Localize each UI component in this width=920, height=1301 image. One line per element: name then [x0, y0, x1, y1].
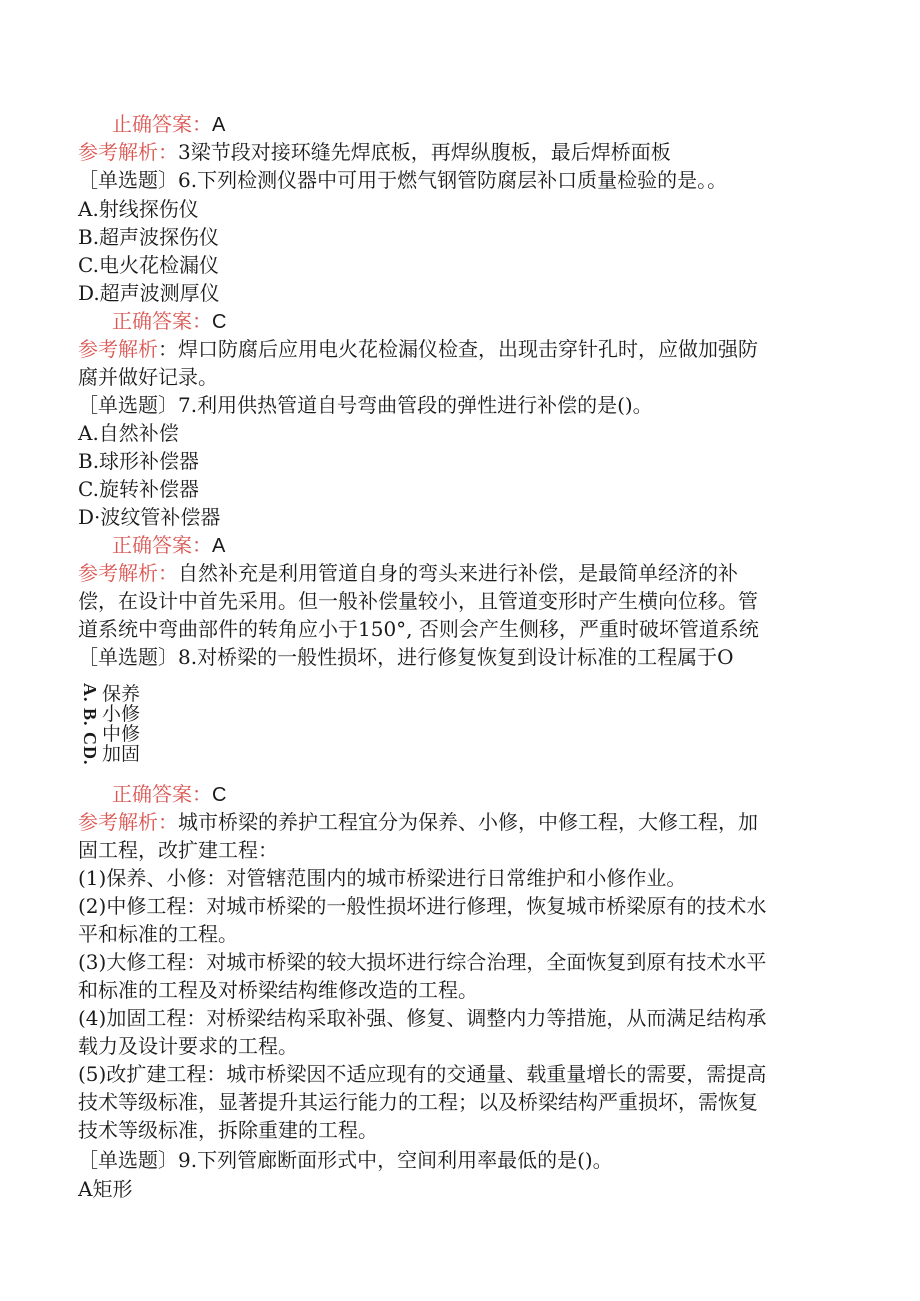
q8-analysis-line-1 — [78, 808, 758, 836]
q7-analysis-line-3: 道系统中弯曲部件的转角应小于150°, 否则会产生侧移，严重时破坏管道系统 — [78, 617, 759, 641]
analysis-text: 城市桥梁的养护工程宜分为保养、小修，中修工程，大修工程，加 — [178, 810, 758, 834]
q8-analysis-line-4: (2)中修工程：对城市桥梁的一般性损坏进行修理，恢复城市桥梁原有的技术水 — [78, 894, 767, 918]
q8-option-b: 小修 — [102, 703, 141, 725]
q6-option-d: D.超声波测厚仪 — [78, 281, 220, 305]
q7-option-a: A.自然补偿 — [78, 421, 179, 445]
q8-analysis-line-12: 技术等级标准，拆除重建的工程。 — [78, 1118, 378, 1142]
q8-analysis-line-11: 技术等级标准，显著提升其运行能力的工程；以及桥梁结构严重损坏，需恢复 — [78, 1090, 758, 1114]
q8-option-letters — [78, 681, 102, 766]
analysis-label: 参考解析： — [78, 140, 178, 164]
answer-label: 正确答案： — [112, 782, 212, 806]
q8-stem: ［单选题〕8.对桥梁的一般性损坏，进行修复恢复到设计标准的工程属于O — [78, 645, 734, 669]
q5-answer — [112, 110, 225, 139]
answer-label: 止确答案： — [112, 112, 212, 136]
q8-analysis-line-2: 固工程，改扩建工程： — [78, 838, 278, 862]
q7-option-b: B.球形补偿器 — [78, 449, 200, 473]
q7-option-d: D·波纹管补偿器 — [78, 505, 221, 529]
q8-analysis-line-7: 和标准的工程及对桥梁结构维修改造的工程。 — [78, 978, 478, 1002]
q8-analysis-line-10: (5)改扩建工程：城市桥梁因不适应现有的交通量、载重量增长的需要，需提高 — [78, 1062, 767, 1086]
q5-analysis — [78, 138, 671, 166]
q7-option-c: C.旋转补偿器 — [78, 477, 199, 501]
q7-analysis-line-1 — [78, 559, 738, 587]
q8-option-d: 加固 — [102, 743, 141, 765]
answer-value: C — [212, 784, 227, 806]
q6-analysis-line-1 — [78, 335, 758, 363]
analysis-text: 自然补充是利用管道自身的弯头来进行补偿，是最简单经济的补 — [178, 561, 738, 585]
q6-analysis-line-2: 腐并做好记录。 — [78, 365, 218, 389]
answer-value: A — [212, 114, 226, 136]
q9-stem: ［单选题〕9.下列管廊断面形式中，空间利用率最低的是()。 — [78, 1148, 613, 1172]
q8-option-c: 中修 — [102, 723, 141, 745]
answer-label: 正确答案： — [112, 533, 212, 557]
q8-analysis-line-3: (1)保养、小修：对管辖范围内的城市桥梁进行日常维护和小修作业。 — [78, 866, 687, 890]
analysis-label: 参考解析： — [78, 810, 178, 834]
q6-option-c: C.电火花检漏仪 — [78, 253, 219, 277]
q8-analysis-line-9: 载力及设计要求的工程。 — [78, 1034, 298, 1058]
q8-answer — [112, 780, 226, 809]
q6-option-b: B.超声波探伤仪 — [78, 225, 220, 249]
q6-answer — [112, 307, 226, 336]
answer-value: C — [212, 311, 227, 333]
answer-value: A — [212, 535, 226, 557]
q7-stem: ［单选题〕7.利用供热管道自号弯曲管段的弹性进行补偿的是()。 — [78, 393, 653, 417]
q8-analysis-line-6: (3)大修工程：对城市桥梁的较大损坏进行综合治理，全面恢复到原有技术水平 — [78, 950, 767, 974]
analysis-text: 3梁节段对接环缝先焊底板，再焊纵腹板，最后焊桥面板 — [178, 140, 671, 164]
q8-analysis-line-5: 平和标准的工程。 — [78, 922, 238, 946]
q6-option-a: A.射线探伤仪 — [78, 197, 199, 221]
q7-answer — [112, 531, 225, 560]
analysis-label: 参考解析： — [78, 561, 178, 585]
q8-option-a: 保养 — [102, 683, 141, 705]
answer-label: 正确答案： — [112, 309, 212, 333]
q9-option-a: A矩形 — [78, 1177, 133, 1201]
analysis-text: ：焊口防腐后应用电火花检漏仪检查，出现击穿针孔时，应做加强防 — [158, 337, 758, 361]
q6-stem: ［单选题〕6.下列检测仪器中可用于燃气钢管防腐层补口质量检验的是。。 — [78, 168, 728, 192]
option-letters-rotated: A. B. CD. — [80, 683, 100, 766]
q7-analysis-line-2: 偿，在设计中首先采用。但一般补偿量较小，且管道变形时产生横向位移。管 — [78, 589, 758, 613]
q8-analysis-line-8: (4)加固工程：对桥梁结构采取补强、修复、调整内力等措施，从而满足结构承 — [78, 1006, 767, 1030]
analysis-label: 参考解析 — [78, 337, 158, 361]
